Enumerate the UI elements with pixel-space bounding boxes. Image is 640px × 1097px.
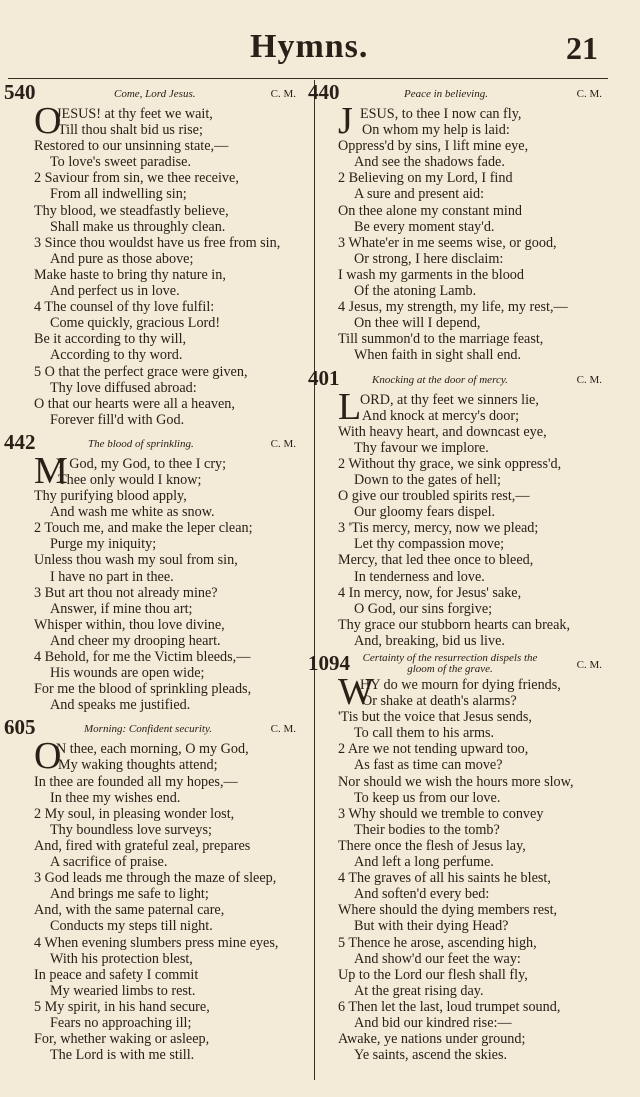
verse-line: And speaks me justified.: [50, 697, 191, 714]
verse-line: Purge my iniquity;: [50, 536, 157, 553]
verse-line: To keep us from our love.: [354, 789, 501, 806]
verse-line: Or shake at death's alarms?: [362, 693, 517, 710]
hymn-401: [308, 365, 610, 650]
verse-line: Answer, if mine thou art;: [50, 600, 193, 617]
drop-cap: M: [34, 449, 68, 492]
verse-line: 4 The graves of all his saints he blest,: [338, 870, 551, 887]
verse-line: In thee my wishes end.: [50, 789, 181, 806]
verse-line: 5 O that the perfect grace were given,: [34, 363, 248, 380]
verse-line: A sacrifice of praise.: [50, 854, 168, 871]
verse-line: On thee will I depend,: [354, 315, 481, 332]
hymn-title: Morning: Confident security.: [84, 723, 213, 736]
hymn-number: 442: [4, 429, 36, 454]
verse-line: And left a long perfume.: [354, 854, 494, 871]
verse-line: 2 My soul, in pleasing wonder lost,: [34, 805, 235, 822]
verse-line: Whisper within, thou love divine,: [34, 616, 225, 633]
verse-line: 2 Touch me, and make the leper clean;: [34, 520, 253, 537]
hymn-title: The blood of sprinkling.: [88, 437, 194, 450]
verse-line: Make haste to bring thy nature in,: [34, 266, 226, 283]
hymn-number: 440: [308, 80, 340, 104]
verse-line: Oppress'd by sins, I lift mine eye,: [338, 138, 529, 155]
verse-line: 4 Behold, for me the Victim bleeds,—: [34, 649, 251, 665]
page-number: 21: [566, 30, 598, 66]
verse-line: To love's sweet paradise.: [50, 154, 192, 171]
verse-line: And wash me white as snow.: [50, 504, 215, 521]
verse-line: 3 'Tis mercy, mercy, now we plead;: [338, 520, 539, 537]
verse-line: Down to the gates of hell;: [354, 471, 501, 488]
verse-line: Thy purifying blood apply,: [34, 488, 187, 505]
verse-line: And cheer my drooping heart.: [50, 632, 221, 649]
right-column: [308, 80, 610, 1064]
left-column: [4, 80, 304, 1064]
verse-line: And, fired with grateful zeal, prepares: [34, 837, 251, 854]
hymn-title: Certainty of the resurrection dispels the gloom of the grave.: [362, 652, 538, 675]
hymn-title: Knocking at the door of mercy.: [372, 373, 508, 386]
verse-line: And soften'd every bed:: [354, 886, 490, 903]
verse-line: 4 In mercy, now, for Jesus' sake,: [338, 584, 522, 601]
verse-line: My wearied limbs to rest.: [50, 982, 196, 999]
verse-line: 4 When evening slumbers press mine eyes,: [34, 934, 279, 951]
verse-line: Thee only would I know;: [58, 471, 202, 488]
verse-line: Ye saints, ascend the skies.: [354, 1047, 508, 1064]
hymn-meter: C. M.: [270, 723, 296, 736]
verse-line: Y God, my God, to thee I cry;: [56, 455, 227, 472]
verse-line: His wounds are open wide;: [50, 665, 205, 682]
verse-line: Thy favour we implore.: [354, 439, 489, 456]
verse-line: In tenderness and love.: [354, 568, 485, 585]
verse-line: Fears no approaching ill;: [50, 1014, 192, 1031]
verse-line: N thee, each morning, O my God,: [56, 741, 249, 758]
verse-line: And, breaking, bid us live.: [354, 632, 505, 649]
drop-cap: O: [34, 735, 62, 778]
verse-line: JESUS! at thy feet we wait,: [56, 106, 213, 122]
hymn-meter: C. M.: [576, 88, 602, 100]
drop-cap: L: [338, 385, 362, 428]
hymn-meter: C. M.: [576, 373, 602, 386]
hymn-verses: [4, 449, 304, 714]
verse-line: Unless thou wash my soul from sin,: [34, 552, 238, 569]
verse-line: 3 God leads me through the maze of sleep,: [34, 870, 277, 887]
drop-cap: W: [338, 671, 374, 713]
hymn-number: 605: [4, 715, 36, 740]
verse-line: Thy blood, we steadfastly believe,: [34, 202, 229, 219]
verse-line: And bid our kindred rise:—: [354, 1014, 512, 1031]
header-rule: [8, 78, 608, 79]
verse-line: O that our hearts were all a heaven,: [34, 395, 235, 412]
verse-line: 'Tis but the voice that Jesus sends,: [338, 709, 532, 726]
hymn-1094: [308, 651, 610, 1064]
verse-line: Be it according to thy will,: [34, 331, 187, 348]
verse-line: Till thou shalt bid us rise;: [58, 122, 203, 139]
hymn-verses: [4, 100, 304, 428]
verse-line: ESUS, to thee I now can fly,: [360, 106, 522, 122]
verse-line: 2 Are we not tending upward too,: [338, 741, 529, 758]
hymn-number: 401: [308, 365, 340, 390]
verse-line: And show'd our feet the way:: [354, 950, 521, 967]
verse-line: There once the flesh of Jesus lay,: [338, 837, 526, 854]
verse-line: Awake, ye nations under ground;: [338, 1031, 526, 1048]
hymn-title: Peace in believing.: [404, 88, 488, 100]
hymn-442: [4, 429, 304, 714]
verse-line: Or strong, I here disclaim:: [354, 250, 504, 267]
verse-line: A sure and present aid:: [354, 186, 485, 203]
verse-line: 3 But art thou not already mine?: [34, 584, 218, 601]
verse-line: Come quickly, gracious Lord!: [50, 315, 221, 332]
verse-line: And, with the same paternal care,: [34, 902, 225, 919]
hymn-meter: C. M.: [270, 437, 296, 450]
verse-line: Nor should we wish the hours more slow,: [338, 773, 574, 790]
hymn-605: [4, 715, 304, 1064]
verse-line: For, whether waking or asleep,: [34, 1031, 210, 1048]
verse-line: In peace and safety I commit: [34, 966, 199, 983]
verse-line: Shall make us throughly clean.: [50, 218, 226, 235]
verse-line: 4 The counsel of thy love fulfil:: [34, 299, 215, 316]
verse-line: 5 Thence he arose, ascending high,: [338, 934, 537, 951]
verse-line: O God, our sins forgive;: [354, 600, 493, 617]
verse-line: I wash my garments in the blood: [338, 266, 524, 283]
verse-line: Where should the dying members rest,: [338, 902, 558, 919]
verse-line: According to thy word.: [50, 347, 183, 364]
verse-line: And perfect us in love.: [50, 283, 180, 300]
verse-line: 6 Then let the last, loud trumpet sound,: [338, 998, 561, 1015]
verse-line: HY do we mourn for dying friends,: [360, 677, 561, 693]
verse-line: 3 Why should we tremble to convey: [338, 805, 544, 822]
verse-line: On thee alone my constant mind: [338, 202, 523, 219]
verse-line: The Lord is with me still.: [50, 1047, 195, 1064]
verse-line: And brings me safe to light;: [50, 886, 209, 903]
verse-line: Thy grace our stubborn hearts can break,: [338, 616, 571, 633]
hymn-440: [308, 80, 610, 364]
hymn-540: [4, 80, 304, 428]
hymn-number: 1094: [308, 651, 350, 675]
hymn-verses: [308, 100, 610, 364]
verse-line: When faith in sight shall end.: [354, 347, 522, 364]
verse-line: Mercy, that led thee once to bleed,: [338, 552, 534, 569]
verse-line: Up to the Lord our flesh shall fly,: [338, 966, 528, 983]
verse-line: Our gloomy fears dispel.: [354, 504, 496, 521]
verse-line: As fast as time can move?: [354, 757, 503, 774]
verse-line: Forever fill'd with God.: [50, 411, 185, 428]
verse-line: For me the blood of sprinkling pleads,: [34, 681, 252, 698]
verse-line: My waking thoughts attend;: [58, 757, 218, 774]
verse-line: 4 Jesus, my strength, my life, my rest,—: [338, 299, 568, 316]
verse-line: 2 Saviour from sin, we thee receive,: [34, 170, 239, 187]
verse-line: Conducts my steps till night.: [50, 918, 213, 935]
hymn-verses: [308, 385, 610, 650]
hymn-meter: C. M.: [270, 88, 296, 100]
verse-line: On whom my help is laid:: [362, 122, 510, 139]
verse-line: Be every moment stay'd.: [354, 218, 495, 235]
verse-line: And see the shadows fade.: [354, 154, 505, 171]
hymn-heading: [308, 80, 610, 106]
verse-line: Let thy compassion move;: [354, 536, 505, 553]
verse-line: 3 Since thou wouldst have us free from sin,: [34, 234, 281, 251]
hymn-title: Come, Lord Jesus.: [114, 88, 196, 100]
hymn-meter: C. M.: [576, 659, 602, 671]
hymn-verses: [308, 671, 610, 1064]
verse-line: I have no part in thee.: [50, 568, 174, 585]
verse-line: Of the atoning Lamb.: [354, 283, 477, 300]
verse-line: O give our troubled spirits rest,—: [338, 488, 530, 505]
verse-line: ORD, at thy feet we sinners lie,: [360, 391, 539, 408]
verse-line: Restored to our unsinning state,—: [34, 138, 229, 155]
page-header-title: Hymns.: [250, 28, 369, 65]
verse-line: With his protection blest,: [50, 950, 193, 967]
verse-line: In thee are founded all my hopes,—: [34, 773, 238, 790]
verse-line: Their bodies to the tomb?: [354, 821, 500, 838]
verse-line: From all indwelling sin;: [50, 186, 187, 203]
verse-line: Thy love diffused abroad:: [50, 379, 197, 396]
hymn-number: 540: [4, 80, 36, 104]
verse-line: 2 Without thy grace, we sink oppress'd,: [338, 455, 562, 472]
hymn-verses: [4, 735, 304, 1064]
verse-line: 2 Believing on my Lord, I find: [338, 170, 513, 187]
verse-line: And knock at mercy's door;: [362, 407, 520, 424]
verse-line: 5 My spirit, in his hand secure,: [34, 998, 210, 1015]
drop-cap: J: [338, 100, 353, 142]
verse-line: 3 Whate'er in me seems wise, or good,: [338, 234, 557, 251]
verse-line: But with their dying Head?: [354, 918, 509, 935]
drop-cap: O: [34, 100, 62, 142]
verse-line: At the great rising day.: [354, 982, 484, 999]
verse-line: With heavy heart, and downcast eye,: [338, 423, 547, 440]
verse-line: To call them to his arms.: [354, 725, 495, 742]
verse-line: Till summon'd to the marriage feast,: [338, 331, 544, 348]
verse-line: And pure as those above;: [50, 250, 194, 267]
verse-line: Thy boundless love surveys;: [50, 821, 212, 838]
